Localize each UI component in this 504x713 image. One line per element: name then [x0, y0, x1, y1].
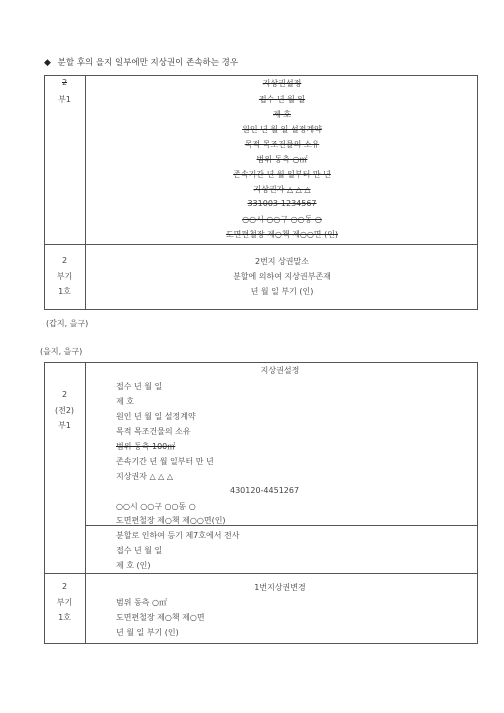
t1-r1-line-6: 존속기간 년 월 일부터 만 년	[233, 170, 331, 179]
t2-r1-sub-1: 접수 년 월 일	[116, 546, 163, 555]
t2-r2-line-0: 범위 동측 ○㎡	[116, 598, 167, 607]
t2-r1-line-0: 접수 년 월 일	[116, 382, 163, 391]
t2-r1-line-1: 제 호	[116, 397, 134, 406]
t2-r1-line-2: 원인 년 월 일 설정계약	[116, 412, 196, 421]
t1-r1-line-0: 지상권설정	[262, 79, 302, 88]
t2-r1-sub-2: 제 호 (인)	[116, 561, 151, 570]
t2-r1-line-9: 도면편철장 제○책 제○○면(인)	[116, 516, 226, 525]
table-2-row-divider	[44, 573, 478, 574]
t1-row2-label-b: 1호	[58, 287, 71, 296]
t2-r1-sub-0: 분할로 인하여 등기 제7호에서 전사	[116, 531, 240, 540]
t2-r2-line-2: 년 월 일 부기 (인)	[116, 628, 179, 637]
section-heading	[44, 56, 238, 68]
t1-row2-number: 2	[61, 256, 68, 265]
t1-r1-line-7: 지상권자 △ △ △	[253, 185, 311, 194]
t2-row2-label-b: 1호	[58, 613, 71, 622]
t2-r1-line-6: 지상권자 △ △ △	[116, 472, 173, 481]
t2-r2-line-1: 도면편철장 제○책 제○면	[116, 613, 205, 622]
t2-row1-label: 부1	[58, 421, 71, 430]
t1-r1-line-3: 원인 년 월 일 설정계약	[242, 125, 322, 134]
t1-r1-line-2: 제 호	[273, 110, 291, 119]
t1-row1-number: 2	[61, 78, 68, 87]
t1-r2-line-0: 2번지 상권말소	[254, 257, 309, 266]
t1-r2-line-2: 년 월 일 부기 (인)	[250, 287, 314, 296]
t2-r1-title: 지상권설정	[260, 366, 300, 375]
caption-2: (을지, 을구)	[40, 347, 83, 356]
heading-text: 분할 후의 을지 일부에만 지상권이 존속하는 경우	[57, 58, 239, 68]
t1-r1-line-1: 접수 년 월 일	[258, 95, 306, 104]
t1-r1-line-4: 목적 목조건물의 소유	[244, 140, 320, 149]
t1-r1-line-8: 331003-1234567	[247, 199, 317, 208]
t2-row1-prev: (전2)	[54, 406, 75, 415]
t2-r2-title: 1번지상권변경	[254, 583, 306, 592]
diamond-bullet-icon: ◆	[44, 58, 51, 68]
t1-r1-line-9: ○○시 ○○구 ○○동 ○	[242, 215, 322, 224]
caption-1: (갑지, 을구)	[46, 319, 89, 328]
t1-row1-label: 부1	[58, 95, 71, 104]
t1-row2-label-a: 부기	[56, 272, 73, 281]
t2-r1-line-4: 범위 동측 100㎡	[116, 442, 176, 451]
table-2	[44, 362, 478, 644]
t2-r1-line-8: ○○시 ○○구 ○○동 ○	[116, 502, 196, 511]
t1-r1-line-5: 범위 동측 ○㎡	[256, 155, 308, 164]
t2-r1-line-5: 존속기간 년 월 일부터 만 년	[116, 457, 214, 466]
t2-row2-number: 2	[61, 582, 68, 591]
t2-r1-line-7: 430120-4451267	[230, 486, 300, 495]
t1-r2-line-1: 분할에 의하여 지상권부존재	[233, 272, 331, 281]
table-2-column-divider	[85, 362, 86, 644]
table-1-row-divider	[44, 244, 478, 245]
t1-r1-line-10: 도면편철장 제○책 제○○면 (인)	[225, 230, 339, 239]
t2-row2-label-a: 부기	[56, 598, 73, 607]
t2-r1-line-3: 목적 목조건물의 소유	[116, 427, 191, 436]
t2-row1-number: 2	[61, 390, 68, 399]
